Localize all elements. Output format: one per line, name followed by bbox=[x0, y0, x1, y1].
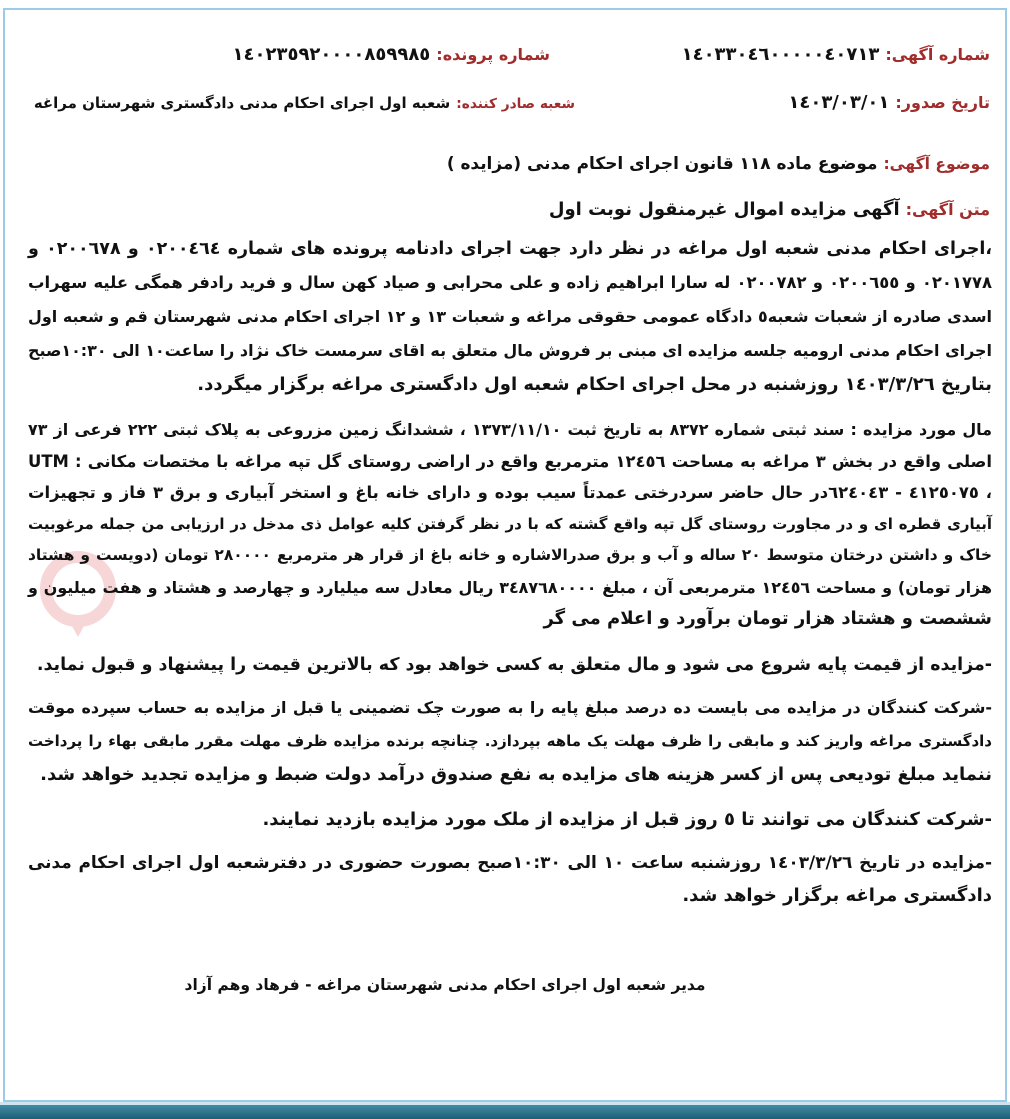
notice-title-value: آگهی مزایده اموال غیرمنقول نوبت اول bbox=[548, 199, 900, 220]
window-bottom-bar bbox=[0, 1105, 1010, 1119]
paragraph-line: هزار تومان) و مساحت ١٢٤٥٦ مترمربعی آن ، مبلغ ٣٤٨٧٦٨٠٠٠٠ ریال معادل سه میلیارد و چهارصد و هشتاد و هفت میلیون و bbox=[28, 577, 992, 597]
subject-value: موضوع ماده ١١٨ قانون اجرای احکام مدنی (مزایده ) bbox=[446, 153, 878, 173]
paragraph-line: -شرکت کنندگان در مزایده می بایست ده درصد مبلغ پایه را به صورت چک تضمینی یا قبل از مزایده به حساب سپرده موقت bbox=[28, 698, 992, 717]
notice-text-field bbox=[490, 197, 990, 223]
paragraph-line: -مزایده در تاریخ ١٤٠٣/٣/٢٦ روزشنبه ساعت ١٠ الی ١٠:٣٠صبح بصورت حضوری در دفترشعبه اول اجرای احکام مدنی bbox=[28, 852, 992, 872]
paragraph-line: بتاریخ ١٤٠٣/٣/٢٦ روزشنبه در محل اجرای احکام شعبه اول دادگستری مراغه برگزار میگردد. bbox=[197, 374, 992, 395]
paragraph-property-description bbox=[28, 414, 992, 635]
paragraph-line: خاک و داشتن درختان متوسط ٢٠ ساله و آب و برق صدرالاشاره و خانه باغ از قرار هر مترمربع ٢٨٠٠٠٠ تومان (دویست و هشتاد bbox=[28, 546, 992, 564]
notice-number-field bbox=[590, 42, 990, 68]
case-number-value: ١٤٠٢٣٥٩٢٠٠٠٠٨٥٩٩٨٥ bbox=[232, 44, 431, 65]
issue-date-field bbox=[690, 90, 990, 116]
notice-number-label: شماره آگهی: bbox=[885, 45, 990, 64]
issuing-branch-label: شعبه صادر کننده: bbox=[456, 96, 575, 112]
subject-field bbox=[430, 150, 990, 176]
issue-date-label: تاریخ صدور: bbox=[895, 93, 990, 112]
notice-number-value: ١٤٠٣٣٠٤٦٠٠٠٠٠٤٠٧١٣ bbox=[681, 44, 880, 65]
paragraph-auction-announcement bbox=[28, 232, 992, 402]
subject-label: موضوع آگهی: bbox=[883, 155, 990, 173]
paragraph-line: آبیاری قطره ای و در مجاورت روستای گل تپه واقع گشته که با در نظر گرفتن کلیه عوامل ذی مدخل در ارزیابی من جمله مرغوبیت bbox=[28, 514, 992, 533]
paragraph-visit-rule bbox=[28, 804, 992, 836]
paragraph-line: دادگستری مراغه واریز کند و مابقی را ظرف مهلت یک ماهه بپردازد. چنانچه برنده مزایده ظرف مهلت مقرر مابقی بهاء را پرداخت bbox=[28, 731, 992, 750]
paragraph-line: -شرکت کنندگان می توانند تا ٥ روز قبل از مزایده از ملک مورد مزایده بازدید نمایند. bbox=[262, 809, 992, 830]
paragraph-line: ،اجرای احکام مدنی شعبه اول مراغه در نظر دارد جهت اجرای دادنامه پرونده های شماره ٠٢٠٠٤٦٤ و ٠٢٠٠٦٧٨ و bbox=[28, 239, 992, 259]
paragraph-auction-time bbox=[28, 846, 992, 912]
paragraph-line: دادگستری مراغه برگزار خواهد شد. bbox=[682, 885, 992, 906]
paragraph-line: اجرای احکام مدنی ارومیه جلسه مزایده ای مبنی بر فروش مال متعلق به اقای سرمست خاک نژاد را ساعت١٠ الی ١٠:٣٠صبح bbox=[28, 341, 992, 360]
paragraph-line: اسدی صادره از شعبات شعبه٥ دادگاه عمومی حقوقی مراغه و شعبات ١٣ و ١٢ اجرای احکام مدنی شهرستان قم و شعبه اول bbox=[28, 307, 992, 326]
signature-line: مدیر شعبه اول اجرای احکام مدنی شهرستان مراغه - فرهاد وهم آزاد bbox=[184, 976, 706, 994]
case-number-field bbox=[160, 42, 550, 68]
issuing-branch-field bbox=[30, 90, 575, 116]
notice-text-label: متن آگهی: bbox=[905, 200, 990, 219]
case-number-label: شماره پرونده: bbox=[436, 45, 550, 64]
issue-date-value: ١٤٠٣/٠٣/٠١ bbox=[788, 92, 890, 113]
paragraph-line: مال مورد مزایده : سند ثبتی شماره ٨٣٧٢ به تاریخ ثبت ١٣٧٣/١١/١٠ ، ششدانگ زمین مزروعی به پلاک ثبتی ٢٢٢ فرعی از ٧٣ bbox=[28, 420, 992, 439]
paragraph-line: ششصت و هشتاد هزار تومان برآورد و اعلام می گر bbox=[543, 608, 992, 629]
issuing-branch-value: شعبه اول اجرای احکام مدنی دادگستری شهرستان مراغه bbox=[33, 94, 451, 112]
paragraph-line: -مزایده از قیمت پایه شروع می شود و مال متعلق به کسی خواهد بود که بالاترین قیمت را پیشنهاد و قبول نماید. bbox=[36, 655, 992, 675]
paragraph-line: ٠٢٠١٧٧٨ و ٠٢٠٠٦٥٥ و ٠٢٠٠٧٨٢ له سارا ابراهیم زاده و علی محرابی و صیاد کهن سال و فرید رادفر همگی علیه سهراب bbox=[28, 273, 992, 292]
paragraph-deposit-rule bbox=[28, 691, 992, 792]
paragraph-line: اصلی واقع در بخش ٣ مراغه به مساحت ١٢٤٥٦ مترمربع واقع در اراضی روستای گل تپه مراغه با مختصات مکانی : UTM bbox=[28, 451, 992, 471]
paragraph-base-price-rule bbox=[28, 649, 992, 681]
paragraph-line: ، ٤١٢٥٠٧٥ - ٦٢٤٠٤٣در حال حاضر سردرختی عمدتاً سیب بوده و دارای خانه باغ و استخر آبیاری و برق ٣ فاز و تجهیزات bbox=[28, 483, 992, 502]
paragraph-line: ننماید مبلغ تودیعی پس از کسر هزینه های مزایده به نفع صندوق درآمد دولت ضبط و مزایده تجدید خواهد شد. bbox=[40, 764, 992, 785]
